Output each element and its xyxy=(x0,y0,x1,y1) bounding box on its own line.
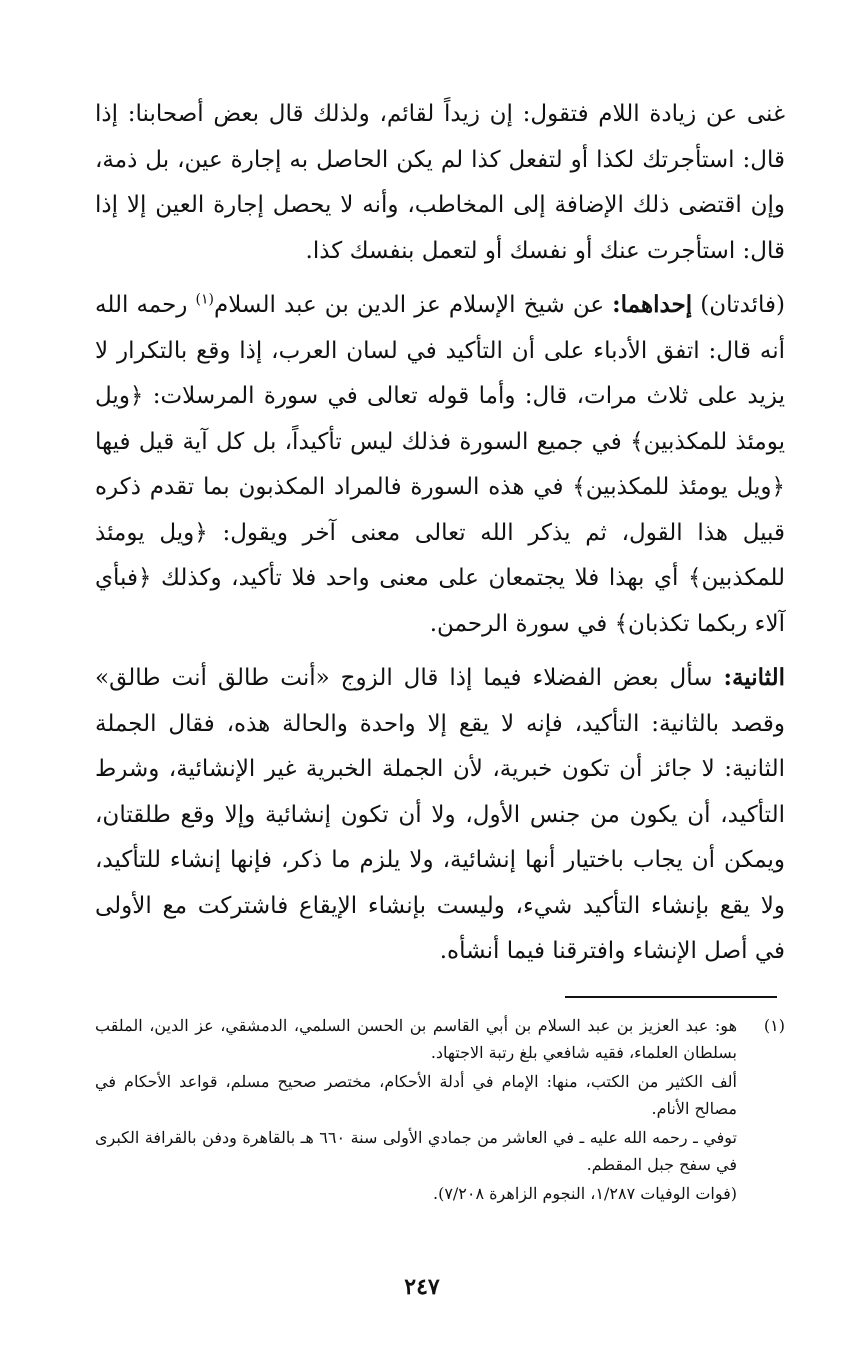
footnote-line: هو: عبد العزيز بن عبد السلام بن أبي القاسم بن الحسن السلمي، الدمشقي، عز الدين، الملقب بسلطان العلماء، فقيه شافعي بلغ رتبة الاجتهاد. xyxy=(95,1016,738,1062)
footnote-divider xyxy=(565,996,777,998)
footnote-body xyxy=(95,1012,737,1207)
paragraph-2-text-b: رحمه الله أنه قال: اتفق الأدباء على أن التأكيد في لسان العرب، إذا وقع بالتكرار لا يزيد على ثلاث مرات، قال: وأما قوله تعالى في سورة المرسلات: ﴿ويل يومئذ للمكذبين﴾ في جميع السورة فذلك ليس تأكيداً، بل كل آية قيل فيها ﴿ويل يومئذ للمكذبين﴾ في هذه السورة فالمراد المكذبون بما تقدم ذكره قبيل هذا القول، ثم يذكر الله تعالى معنى آخر ويقول: ﴿ويل يومئذ للمكذبين﴾ أي بهذا فلا يجتمعان على معنى واحد فلا تأكيد، وكذلك ﴿فبأي آلاء ربكما تكذبان﴾ في سورة الرحمن. xyxy=(95,292,785,637)
footnote-line: (فوات الوفيات ١/٢٨٧، النجوم الزاهرة ٧/٢٠٨). xyxy=(432,1184,737,1203)
paragraph-3-text: سأل بعض الفضلاء فيما إذا قال الزوج «أنت طالق أنت طالق» وقصد بالثانية: التأكيد، فإنه لا يقع إلا واحدة والحالة هذه، فقال الجملة الثانية: لا جائز أن تكون خبرية، لأن الجملة الخبرية غير الإنشائية، وشرط التأكيد، أن يكون من جنس الأول، ولا أن تكون إنشائية وإلا وقع طلقتان، ويمكن أن يجاب باختيار أنها إنشائية، ولا يلزم ما ذكر، فإنها إنشاء للتأكيد، ولا يقع بإنشاء التأكيد شيء، وليست بإنشاء الإيقاع فاشتركت مع الأولى في أصل الإنشاء وافترقنا فيما أنشأه. xyxy=(95,665,785,964)
footnotes xyxy=(95,1012,785,1207)
paragraph-2-text-a: عن شيخ الإسلام عز الدين بن عبد السلام xyxy=(213,292,613,318)
main-text xyxy=(95,92,785,975)
paragraph-2-prefix: (فائدتان) xyxy=(692,292,785,318)
paragraph-3-lead: الثانية: xyxy=(723,664,785,691)
paragraph-1 xyxy=(95,92,785,274)
footnote-line: توفي ـ رحمه الله عليه ـ في العاشر من جمادي الأولى سنة ٦٦٠ هـ بالقاهرة ودفن بالقرافة الكبرى في سفح جبل المقطم. xyxy=(95,1128,737,1174)
page-number: ٢٤٧ xyxy=(404,1274,440,1300)
footnote-line: ألف الكثير من الكتب، منها: الإمام في أدلة الأحكام، مختصر صحيح مسلم، قواعد الأحكام في مصالح الأنام. xyxy=(95,1072,737,1118)
paragraph-2 xyxy=(95,282,785,647)
paragraph-2-lead: إحداهما: xyxy=(612,291,693,318)
footnote-reference[interactable]: (١) xyxy=(195,291,214,308)
paragraph-3 xyxy=(95,655,785,975)
footnote-1 xyxy=(95,1012,785,1207)
footnote-number: (١) xyxy=(763,1016,785,1035)
paragraph-1-text: غنى عن زيادة اللام فتقول: إن زيداً لقائم، ولذلك قال بعض أصحابنا: إذا قال: استأجرتك لكذا أو لتفعل كذا لم يكن الحاصل به إجارة عين، بل ذمة، وإن اقتضى ذلك الإضافة إلى المخاطب، وأنه لا يحصل إجارة العين إلا إذا قال: استأجرت عنك أو نفسك أو لتعمل بنفسك كذا. xyxy=(95,101,785,264)
